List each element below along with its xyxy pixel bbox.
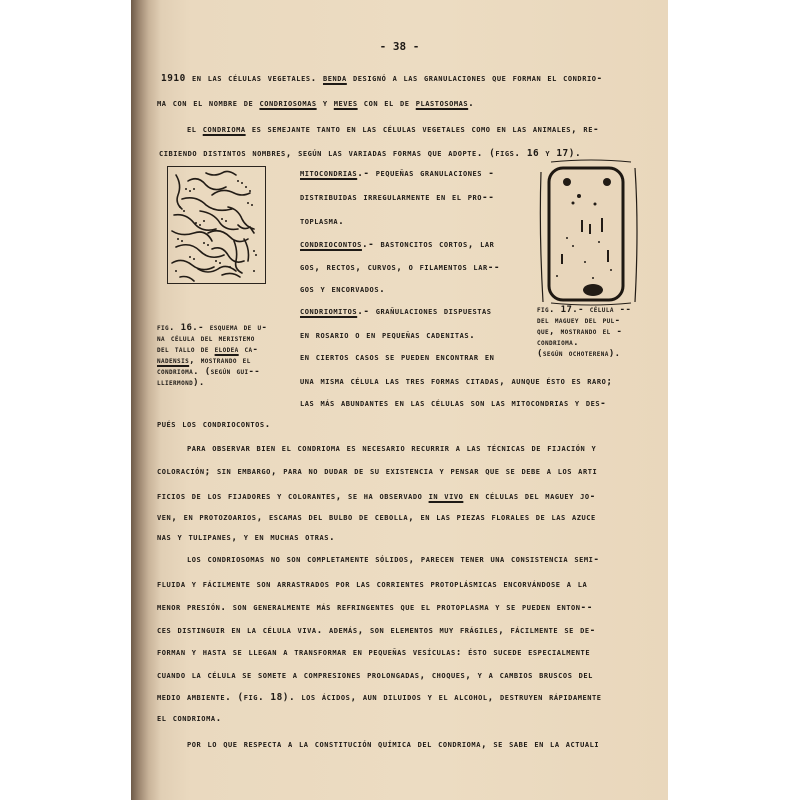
text-line bbox=[161, 73, 603, 84]
text-run: ca- bbox=[238, 345, 259, 355]
text-run: con el de bbox=[357, 98, 416, 109]
figure-17-caption bbox=[537, 305, 631, 360]
text-line bbox=[157, 491, 596, 502]
underlined-term: condriosomas bbox=[259, 98, 317, 109]
caption-line: na célula del meristemo bbox=[157, 334, 255, 344]
caption-line: lliermond). bbox=[157, 378, 205, 388]
text-run: ficios de los fijadores y colorantes, se ha observado bbox=[157, 491, 429, 502]
text-line: medio ambiente. (fig. 18). los ácidos, aun diluidos y el alcohol, destruyen rápidamente bbox=[157, 692, 602, 703]
text-line: por lo que respecta a la constitución química del condrioma, se sabe en la actuali bbox=[187, 739, 600, 750]
figure-16-caption bbox=[157, 323, 267, 389]
underlined-term: benda bbox=[323, 73, 347, 84]
text-run: ma con el nombre de bbox=[157, 98, 260, 109]
term: condriocontos bbox=[300, 239, 362, 250]
text-run: . bbox=[468, 98, 475, 109]
text-line: distribuidas irregularmente en el pro-- bbox=[300, 192, 495, 203]
text-run: y bbox=[316, 98, 334, 109]
definition-condriomitos bbox=[300, 306, 492, 317]
text-run: designó a las granulaciones que forman el condrio- bbox=[346, 73, 603, 84]
text-line: cibiendo distintos nombres, según las variadas formas que adopte. (figs. 16 y 17). bbox=[159, 148, 582, 159]
caption-line bbox=[157, 345, 267, 356]
text-line: menor presión. son generalmente más refringentes que el protoplasma y se pueden enton-- bbox=[157, 602, 593, 613]
text-line: gos, rectos, curvos, o filamentos lar-- bbox=[300, 262, 501, 273]
text-line: ven, en protozoarios, escamas del bulbo de cebolla, en las piezas florales de las azuce bbox=[157, 512, 596, 523]
figure-17-illustration bbox=[537, 158, 641, 308]
maguey-cell-sketch-icon bbox=[537, 158, 641, 308]
underlined-term: condrioma bbox=[202, 124, 246, 135]
definition-condriocontos bbox=[300, 239, 494, 250]
caption-line: fig. 17.- célula -- bbox=[537, 305, 632, 315]
text-run: .- grañulaciones dispuestas bbox=[357, 306, 492, 317]
definition-mitocondrias bbox=[300, 168, 494, 179]
text-line: el condrioma. bbox=[157, 713, 222, 724]
caption-line: condrioma. bbox=[537, 338, 579, 348]
text-line: pués los condriocontos. bbox=[157, 419, 271, 430]
text-run: es semejante tanto en las células vegetales como en las animales, re- bbox=[245, 124, 600, 135]
caption-line: (según ochoterena). bbox=[537, 349, 621, 359]
figure-16-illustration bbox=[167, 166, 266, 284]
mitochondria-sketch-icon bbox=[168, 167, 265, 283]
text-run: .- pequeñas granulaciones - bbox=[357, 168, 495, 179]
text-line: en ciertos casos se pueden encontrar en bbox=[300, 352, 495, 363]
term: mitocondrias bbox=[300, 168, 358, 179]
species-name: nadensis bbox=[157, 356, 190, 366]
text-line: para observar bien el condrioma es necesario recurrir a las técnicas de fijación y bbox=[187, 443, 597, 454]
text-line bbox=[187, 124, 599, 135]
term: condriomitos bbox=[300, 306, 358, 317]
text-line: en rosario o en pequeñas cadenitas. bbox=[300, 330, 476, 341]
text-line: forman y hasta se llegan a transformar en pequeñas vesículas: ésto sucede especialmente bbox=[157, 647, 591, 658]
text-line: los condriosomas no son completamente sólidos, parecen tener una consistencia semi- bbox=[187, 554, 600, 565]
underlined-term: plastosomas bbox=[415, 98, 469, 109]
text-line: gos y encorvados. bbox=[300, 284, 386, 295]
text-run: del tallo de bbox=[157, 345, 215, 355]
text-line: ces distinguir en la célula viva. además, son elementos muy frágiles, fácilmente se de- bbox=[157, 625, 596, 636]
caption-line: que, mostrando el - bbox=[537, 327, 623, 337]
text-line: toplasma. bbox=[300, 216, 345, 227]
caption-line: del maguey del pul- bbox=[537, 316, 621, 326]
caption-line bbox=[157, 356, 267, 367]
caption-line: condrioma. (según gui-- bbox=[157, 367, 261, 377]
document-page bbox=[131, 0, 668, 800]
underlined-term: meves bbox=[333, 98, 358, 109]
text-run: .- bastoncitos cortos, lar bbox=[361, 239, 495, 250]
text-run: en células del maguey jo- bbox=[463, 491, 596, 502]
text-line: nas y tulipanes, y en muchas otras. bbox=[157, 532, 336, 543]
text-line: una misma célula las tres formas citadas, aunque ésto es raro; bbox=[300, 376, 613, 387]
page-number: - 38 - bbox=[379, 40, 420, 53]
text-run: el bbox=[187, 124, 203, 135]
text-line: cuando la célula se somete a compresiones prolongadas, choques, y a cambios bruscos del bbox=[157, 670, 593, 681]
text-run: , mostrando el bbox=[189, 356, 251, 366]
text-run: 1910 en las células vegetales. bbox=[161, 73, 323, 84]
text-line: fluida y fácilmente son arrastrados por las corrientes protoplásmicas encorvándose a la bbox=[157, 579, 588, 590]
species-name: elodea bbox=[214, 345, 239, 355]
caption-line: fig. 16.- esquema de u- bbox=[157, 323, 268, 333]
text-line: las más abundantes en las células son las mitocondrias y des- bbox=[300, 398, 607, 409]
underlined-term: in vivo bbox=[428, 491, 464, 502]
text-line: coloración; sin embargo, para no dudar de su existencia y pensar que se debe a los arti bbox=[157, 466, 598, 477]
text-line bbox=[157, 98, 474, 109]
